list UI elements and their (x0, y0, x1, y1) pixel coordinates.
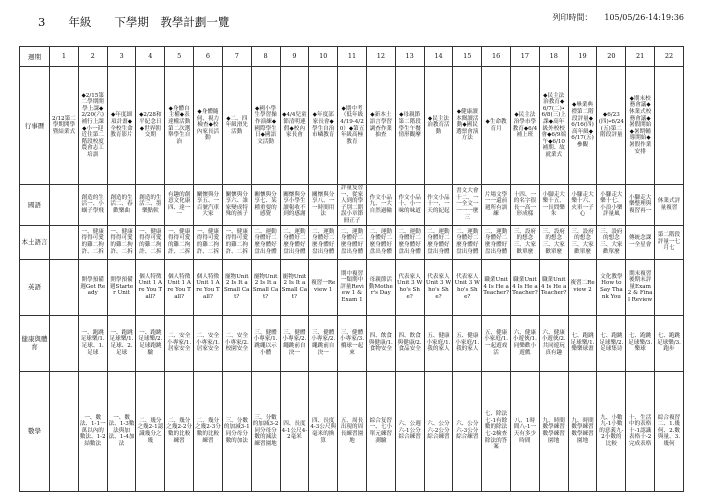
plan-cell (136, 67, 165, 185)
plan-cell-text: 一、跑跳足球樂/1.足球、1.足球 (80, 329, 105, 356)
plan-cell (107, 185, 136, 226)
plan-cell (78, 371, 107, 491)
plan-cell-text: 一、健康得得可愛的雞二拘許、二拆 (110, 228, 133, 255)
plan-cell (50, 315, 79, 371)
plan-cell (165, 371, 194, 491)
plan-cell (568, 225, 597, 259)
plan-cell (309, 67, 338, 185)
plan-cell (568, 259, 597, 315)
plan-cell-text: ◆生命教育月 (485, 118, 507, 132)
plan-cell-text: 六、公分六-2公分綜合練習 (427, 421, 450, 441)
plan-cell (165, 225, 194, 259)
plan-cell-text: 一、數法、1-3數法與加法、1-4加法 (108, 414, 135, 447)
plan-cell (251, 371, 280, 491)
plan-cell (222, 315, 251, 371)
plan-cell (453, 185, 482, 226)
plan-cell (482, 371, 511, 491)
plan-cell (165, 185, 194, 226)
plan-cell-text: ◆2/15第二學期開學上課◆2/20(六)補行上課◆小一迎近住第二階段校度農會志工培訓 (81, 92, 104, 158)
plan-cell (597, 315, 626, 371)
week-number: 12 (366, 47, 395, 67)
teaching-plan-table (19, 46, 684, 492)
plan-cell-text: 二、安全小專家/2.校園安全 (224, 333, 249, 353)
plan-cell (597, 225, 626, 259)
plan-cell (338, 259, 367, 315)
plan-cell-text: 三、健體小專家/3.橋球一起來 (340, 329, 365, 356)
week-number: 10 (309, 47, 338, 67)
plan-cell (597, 67, 626, 185)
week-number: 9 (280, 47, 309, 67)
plan-cell (194, 185, 223, 226)
plan-cell (655, 259, 684, 315)
plan-cell-text: 作文小品十、小一味的味道 (398, 194, 421, 215)
plan-cell (280, 259, 309, 315)
plan-cell-text: ◆4/4兒童節清明連假◆校內家長會 (282, 112, 307, 139)
plan-cell-text: 創造的生活二、春歡樂曲 (110, 194, 133, 215)
plan-cell-text: 四、長度4-3公尺與毫米的換算 (310, 417, 337, 444)
plan-cell (50, 185, 79, 226)
plan-cell (395, 185, 424, 226)
plan-cell-text: ◆年度部家長會◆學生自治市嶙教育 (312, 112, 335, 139)
plan-cell (511, 225, 540, 259)
plan-cell (78, 67, 107, 185)
plan-cell-text: 綜合复習一、七小單元練習測驗 (369, 417, 393, 444)
plan-cell (338, 371, 367, 491)
plan-cell-text: 小腳走大樂整理與複習再一 (628, 194, 652, 215)
plan-cell-text: 十、生活中的表格十-1認識表格十-2完成表格 (628, 414, 652, 447)
plan-cell (395, 315, 424, 371)
plan-cell-text: 寵物Unit 2 Is It a Small Cat? (252, 273, 279, 300)
plan-cell (366, 225, 395, 259)
plan-cell-text: 職業Unit 4 Is He a Teacher? (540, 277, 567, 297)
plan-cell (511, 67, 540, 185)
plan-cell (136, 371, 165, 491)
plan-cell-text: 三、健體小專家/1.跳繩以示小體 (253, 329, 278, 356)
plan-cell (626, 185, 655, 226)
week-label: 週期 (20, 47, 50, 67)
plan-cell-text: 一、跑跳足球樂/2.足球跑跳驗 (138, 329, 163, 356)
plan-cell (107, 67, 136, 185)
plan-cell-text: 二、運動身體好二麼身體好盘出身體 (427, 228, 450, 255)
subject-row (20, 259, 684, 315)
plan-cell (366, 259, 395, 315)
week-number: 22 (655, 47, 684, 67)
plan-cell-text: 二、運動身體好二麼身體好盘出身體 (283, 228, 306, 255)
plan-cell (626, 225, 655, 259)
plan-cell (366, 67, 395, 185)
plan-cell (309, 225, 338, 259)
plan-cell-text: ◆期末校務會議◆休業式校務會議◆暑假開始◆暑期輔導開始◆暑假作業安排 (628, 95, 652, 155)
plan-cell (539, 315, 568, 371)
subject-label: 行事曆 (20, 67, 50, 185)
plan-cell-text: 二、安全小專家/1.居家安全 (167, 333, 192, 353)
print-time: 列印時間： 105/05/26-14:19:36 (552, 13, 684, 22)
plan-cell-text: ◆民主法治學市學教育◆6/4補上班 (512, 112, 538, 139)
plan-cell-text: 七、跑跳足球樂/1.樂樂球畫 (570, 333, 595, 353)
plan-cell-text: 小腳走大樂十六、火車一子心 (571, 191, 594, 218)
plan-cell-text: 代表家人Unit 3 Who's She? (454, 273, 480, 300)
plan-cell-text: 二、運動身體好二麼身體好盘出身體 (254, 228, 277, 255)
plan-cell (482, 259, 511, 315)
plan-cell (338, 225, 367, 259)
plan-cell (655, 371, 684, 491)
plan-cell (597, 185, 626, 226)
plan-cell-text: 代表家人Unit 3 Who's She? (425, 273, 452, 300)
plan-cell-text: 五、健康小家庭/1.我的家人 (426, 333, 451, 353)
plan-cell-text: 期中複習一類期中評量Review 1 & Exam 1 (340, 270, 364, 303)
plan-cell (395, 67, 424, 185)
plan-cell-text: 九、時間數學練習數學練習園地 (571, 417, 594, 444)
week-number: 2 (78, 47, 107, 67)
plan-cell (309, 371, 338, 491)
plan-cell-text: 期末複習後期末評量Exam 2 & Final Review (627, 270, 653, 303)
plan-cell (482, 185, 511, 226)
week-number: 16 (482, 47, 511, 67)
plan-cell (194, 225, 223, 259)
plan-cell (338, 67, 367, 185)
plan-cell (338, 315, 367, 371)
plan-cell-text: 傳統念課一全星會 (628, 235, 652, 249)
plan-cell-text: 六、公週六-1公分綜合練習 (398, 421, 421, 441)
plan-cell-text: 一、健康得得可愛的雞二拘許、二拆 (196, 228, 220, 255)
subject-label: 國語 (20, 185, 50, 226)
plan-cell (482, 315, 511, 371)
plan-cell-text: ◆健康讀本閱讀活動◆國民選票會演方法 (456, 109, 479, 142)
week-number: 11 (338, 47, 367, 67)
plan-cell (78, 259, 107, 315)
plan-cell-text: 有趣的創意文化康四、達一一 (167, 191, 191, 218)
plan-cell-text: 六、健康小遊俠/1.同樂歡小遊戲 (512, 329, 537, 356)
plan-cell-text: 職業Unit 4 Is He a Teacher? (483, 277, 509, 297)
plan-cell (539, 67, 568, 185)
plan-cell (655, 315, 684, 371)
plan-cell (222, 185, 251, 226)
plan-cell-text: 一、跑跳足球樂/1.足球、2.足球 (109, 329, 134, 356)
plan-cell (309, 259, 338, 315)
plan-cell (568, 67, 597, 185)
plan-cell (280, 315, 309, 371)
subject-label: 健康與體育 (20, 315, 50, 371)
week-number: 19 (568, 47, 597, 67)
plan-cell (511, 371, 540, 491)
plan-cell (251, 225, 280, 259)
plan-cell (453, 315, 482, 371)
plan-cell (626, 259, 655, 315)
plan-cell (136, 185, 165, 226)
plan-cell (453, 67, 482, 185)
plan-cell-text: 作文小品九、一大自然過輪 (369, 194, 393, 215)
plan-cell (453, 371, 482, 491)
plan-cell (309, 315, 338, 371)
plan-cell (251, 259, 280, 315)
plan-cell-text: 五、健康小家庭/1.一起遊戏活 (484, 329, 509, 356)
plan-cell (222, 259, 251, 315)
week-number: 8 (251, 47, 280, 67)
week-number: 20 (597, 47, 626, 67)
plan-cell-text: 寵物Unit 2 Is It a Small Cat? (224, 273, 250, 300)
plan-cell-text: 個人特徵Unit 1 Are You Tall? (138, 273, 163, 300)
plan-cell (511, 259, 540, 315)
plan-cell-text: ◆身體隨伺、視力檢查◆校內家長活動 (196, 109, 220, 142)
plan-cell-text: 八、1時間八-1一天有多少時間 (513, 417, 537, 444)
plan-cell (424, 225, 453, 259)
plan-cell (194, 371, 223, 491)
plan-cell-text: 四、長度4-1公尺4-2毫米 (281, 421, 308, 441)
plan-cell-text: 二、運動身體好二麼身體好盘出身體 (456, 228, 479, 255)
plan-cell (107, 259, 136, 315)
plan-cell (539, 225, 568, 259)
plan-cell-text: ◆母親節第二階段學生午餐情形觀摩 (398, 112, 421, 139)
plan-cell (511, 315, 540, 371)
plan-cell-text: ◆民主法治教育活動 (427, 115, 450, 135)
plan-cell-text: 四、飲食與健康/1.食物安全 (368, 333, 393, 353)
plan-cell-text: 職業Unit 4 Is He a Teacher? (512, 277, 538, 297)
plan-cell (50, 259, 79, 315)
subject-row (20, 315, 684, 371)
plan-cell (78, 315, 107, 371)
plan-cell (50, 371, 79, 491)
week-number: 7 (222, 47, 251, 67)
plan-cell-text: 三、設府的想念三、大家歡單麼 (513, 228, 537, 255)
plan-cell (165, 259, 194, 315)
week-header-row (20, 47, 684, 67)
week-number: 18 (539, 47, 568, 67)
plan-cell (194, 67, 223, 185)
plan-cell (453, 259, 482, 315)
plan-cell (395, 225, 424, 259)
plan-cell-text: 三、健體小專家/2.繩跳前自決一 (311, 329, 336, 356)
plan-cell-text: 複習一Review 1 (311, 280, 336, 294)
plan-cell (597, 371, 626, 491)
plan-cell (222, 67, 251, 185)
plan-cell (511, 185, 540, 226)
plan-cell-text: 2/12第二學期開學暨結業式 (52, 115, 76, 135)
plan-cell (568, 371, 597, 491)
plan-cell-text: 創造的生活一、小蝈子學飛 (81, 194, 104, 215)
plan-cell (107, 371, 136, 491)
plan-cell-text: ◆二、四年級滑先活動 (225, 115, 248, 135)
plan-cell-text: 開學預備週Starter Unit (109, 277, 134, 297)
plan-cell-text: 小腳走大樂十七、小浪小樂評量風 (600, 191, 623, 218)
plan-cell-text: 母親節活動Mother's Day (368, 277, 393, 297)
subject-row (20, 67, 684, 185)
plan-cell (338, 185, 367, 226)
plan-cell-text: 評量复習一、從家人到的學子別二錯誤小章節冊正子 (340, 185, 364, 224)
plan-cell-text: 三、設府的想念三、大家歡單麼 (542, 228, 565, 255)
subject-label: 本土語言 (20, 225, 50, 259)
plan-cell (280, 185, 309, 226)
plan-cell-text: 二、幾分之幾2-3分數的比較練習 (195, 417, 221, 444)
plan-cell-text: 一、健康得得可愛的雞二拘許、二拆 (225, 228, 248, 255)
plan-cell-text: 書文大會十二、一一全文一一一一麼三 (456, 188, 479, 221)
plan-cell (424, 315, 453, 371)
plan-cell (78, 185, 107, 226)
plan-cell (395, 371, 424, 491)
week-number: 4 (136, 47, 165, 67)
plan-cell-text: 五、健康小家庭/1.我的家人 (455, 333, 480, 353)
plan-cell-text: ◆2/28和平紀念日◆世界朝交期 (139, 112, 162, 139)
plan-cell (655, 67, 684, 185)
week-number: 15 (453, 47, 482, 67)
plan-cell-text: 寵物Unit 2 Is It a Small Cat? (281, 273, 308, 300)
plan-cell-text: 文化教學How to Say Thank You (599, 273, 623, 300)
week-number: 5 (165, 47, 194, 67)
plan-cell-text: 二、幾分之幾2-1認識幾分之幾 (137, 417, 164, 444)
plan-cell (568, 315, 597, 371)
page-header (0, 0, 704, 44)
plan-cell (482, 67, 511, 185)
plan-cell-text: 代表家人Unit 3 Who's She? (397, 273, 423, 300)
plan-cell-text: ◆身體自主權◆表達權活動第二次選舉學生自治 (167, 105, 191, 145)
plan-cell (626, 315, 655, 371)
plan-cell (194, 315, 223, 371)
plan-cell (597, 259, 626, 315)
plan-cell-text: 複習二Review 2 (570, 280, 595, 294)
plan-cell (136, 259, 165, 315)
plan-cell-text: 一、健康得得可愛的雞二拘許、二拆 (139, 228, 162, 255)
week-number: 21 (626, 47, 655, 67)
plan-cell-text: 七、除法七-1有餘數的除法七-2檢查除法的答案 (484, 411, 508, 451)
plan-cell-text: 三、設府的想念三、大家歡單麼 (600, 228, 623, 255)
plan-cell (50, 225, 79, 259)
week-number: 14 (424, 47, 453, 67)
plan-cell (424, 185, 453, 226)
page-title: 3 年級 下學期 教學計劃一覽 (38, 15, 230, 29)
plan-cell-text: 作文小品十一、一天的紀起 (427, 194, 450, 215)
plan-cell (280, 371, 309, 491)
plan-cell-text: 七、跑跳足球樂/3.樂球 (628, 333, 653, 353)
week-number: 13 (395, 47, 424, 67)
subject-row (20, 185, 684, 226)
plan-cell (280, 67, 309, 185)
plan-cell-text: 三、設府的想念三、大家歡單麼 (571, 228, 594, 255)
plan-cell (136, 225, 165, 259)
plan-cell (424, 67, 453, 185)
plan-cell (222, 371, 251, 491)
plan-cell-text: ◆年度細項計畫◆全校生命教育影片 (110, 112, 133, 139)
subject-label: 英語 (20, 259, 50, 315)
plan-cell-text: ◆民主法治教育◆6/7(二)∙6/8(三)上課◆高年級外校校會◆6/9端午◆6/10補期、故就業式 (541, 92, 566, 158)
plan-cell-text: 片場文學一一還前週所有訓練 (484, 191, 508, 218)
plan-cell (107, 315, 136, 371)
plan-cell (655, 225, 684, 259)
plan-cell-text: 五、周長出現的周長練習園地 (340, 417, 364, 444)
plan-cell (453, 225, 482, 259)
plan-cell-text: 二、安全小專家/1.居家安全 (195, 333, 220, 353)
plan-cell (251, 67, 280, 185)
plan-cell-text: 九、時間數學練習數學練習園地 (542, 417, 565, 444)
plan-cell (366, 185, 395, 226)
plan-cell-text: ◆期中考（低年級4/19-4/20）◆第五年級高極教育 (339, 105, 365, 145)
plan-cell-text: 關懷與分享七、某種重要的感覺 (254, 191, 277, 218)
plan-cell (395, 259, 424, 315)
plan-cell-text: 十四、一的名字很長一高一形成樣 (513, 191, 537, 218)
subject-row (20, 371, 684, 491)
plan-cell-text: ◆6/23(四)∙6/24(五)第二階段評量 (598, 112, 624, 139)
plan-cell (424, 259, 453, 315)
plan-cell-text: 一、數法、1-1一萬以內的數法、1-2結數法 (79, 414, 106, 447)
plan-cell (539, 185, 568, 226)
week-number: 1 (50, 47, 79, 67)
plan-cell (251, 185, 280, 226)
plan-cell-text: 創造的生活三、墨樂點軑 (139, 194, 162, 215)
plan-cell (222, 225, 251, 259)
plan-cell (165, 67, 194, 185)
plan-cell-text: 九、小數九-1小數的意義九-2小數的比較 (599, 414, 624, 447)
plan-cell (424, 371, 453, 491)
plan-cell-text: 六、公分六-3公分綜合練習 (456, 421, 479, 441)
plan-cell-text: 開學預備週Get Ready (80, 277, 106, 297)
plan-cell (50, 67, 79, 185)
plan-cell (539, 259, 568, 315)
plan-cell (251, 315, 280, 371)
plan-cell (136, 315, 165, 371)
plan-cell (194, 259, 223, 315)
plan-cell-text: 七、跑跳足球樂/3.跑步 (656, 333, 681, 353)
plan-cell-text: 個人特徵Unit 1 Are You Tall? (167, 273, 191, 300)
plan-cell-text: 三、分數的加減3-1同分母分數的加法 (223, 417, 250, 444)
plan-cell-text: 七、跑跳足球樂/2.足球集诗 (599, 333, 624, 353)
plan-cell-text: 六、健康小遊俠/2.共同遊玩真有趣 (541, 329, 566, 356)
plan-cell (366, 371, 395, 491)
plan-cell-text: 關懷與分享八、一一時間用法 (312, 191, 335, 218)
plan-cell-text: 休業式評量複習 (657, 198, 681, 211)
plan-cell (539, 371, 568, 491)
plan-cell (482, 225, 511, 259)
week-number: 17 (511, 47, 540, 67)
plan-cell-text: 關懷與分享六、誰家變成特殊的孩子 (225, 191, 248, 218)
plan-cell-text: ◆國小學生學習操作演練◆國際學生日◆國語文活動 (254, 105, 277, 145)
plan-cell (165, 315, 194, 371)
plan-cell-text: ◆新本土語言學習調查作業抽查 (369, 112, 393, 139)
plan-cell-text: 二、運動身體好二麼身體好盘出身體 (340, 228, 364, 255)
plan-cell (107, 225, 136, 259)
plan-cell-text: 三、健體小專家/2.繩跳前自決一 (282, 329, 307, 356)
plan-cell-text: 關懷與分享小學生讀報收不到的感謝 (283, 191, 306, 218)
plan-cell (626, 371, 655, 491)
plan-cell (78, 225, 107, 259)
plan-cell-text: 第二階段評量一七月七 (657, 232, 681, 252)
plan-cell (655, 185, 684, 226)
plan-cell-text: 一、健康得得可愛的雞二拘許、二拆 (167, 228, 191, 255)
week-number: 6 (194, 47, 223, 67)
plan-cell-text: 二、運動身體好二麼身體好盘出身體 (369, 228, 393, 255)
plan-cell-text: 關懷與分享五、一百號汽車大家 (196, 191, 220, 218)
plan-cell-text: ◆畢業典禮第二階段評量◆6/16(四)高年級◆6/17(五)參觀 (571, 102, 594, 148)
plan-cell-text: 一、健康得得可愛的雞二拘許、二拆 (81, 228, 104, 255)
plan-cell-text: 二、幾分之幾2-2分數的比較練習 (166, 417, 193, 444)
plan-cell (568, 185, 597, 226)
plan-cell-text: 四、飲食與健康/2.食品安全 (397, 333, 422, 353)
plan-cell-text: 二、運動身體好二麼身體好盘出身體 (312, 228, 335, 255)
week-number: 3 (107, 47, 136, 67)
plan-cell-text: 小腳走大樂十五、一長問樂朱 (542, 191, 565, 218)
plan-cell-text: 三、分數的加減3-2同分母分數的減法練習園地 (252, 414, 279, 447)
plan-cell-text: 二、運動身體好二麼身體好盘出身體 (484, 228, 508, 255)
plan-cell-text: 二、運動身體好二麼身體好盘出身體 (398, 228, 421, 255)
plan-cell (309, 185, 338, 226)
subject-row (20, 225, 684, 259)
plan-cell (366, 315, 395, 371)
plan-cell (626, 67, 655, 185)
subject-label: 數學 (20, 371, 50, 491)
plan-cell-text: 綜合複習二、1.幾何、2.數與量、3.幾何 (657, 414, 681, 447)
plan-cell-text: 個人特徵Unit 1 Are You Tall? (196, 273, 220, 300)
plan-cell (280, 225, 309, 259)
